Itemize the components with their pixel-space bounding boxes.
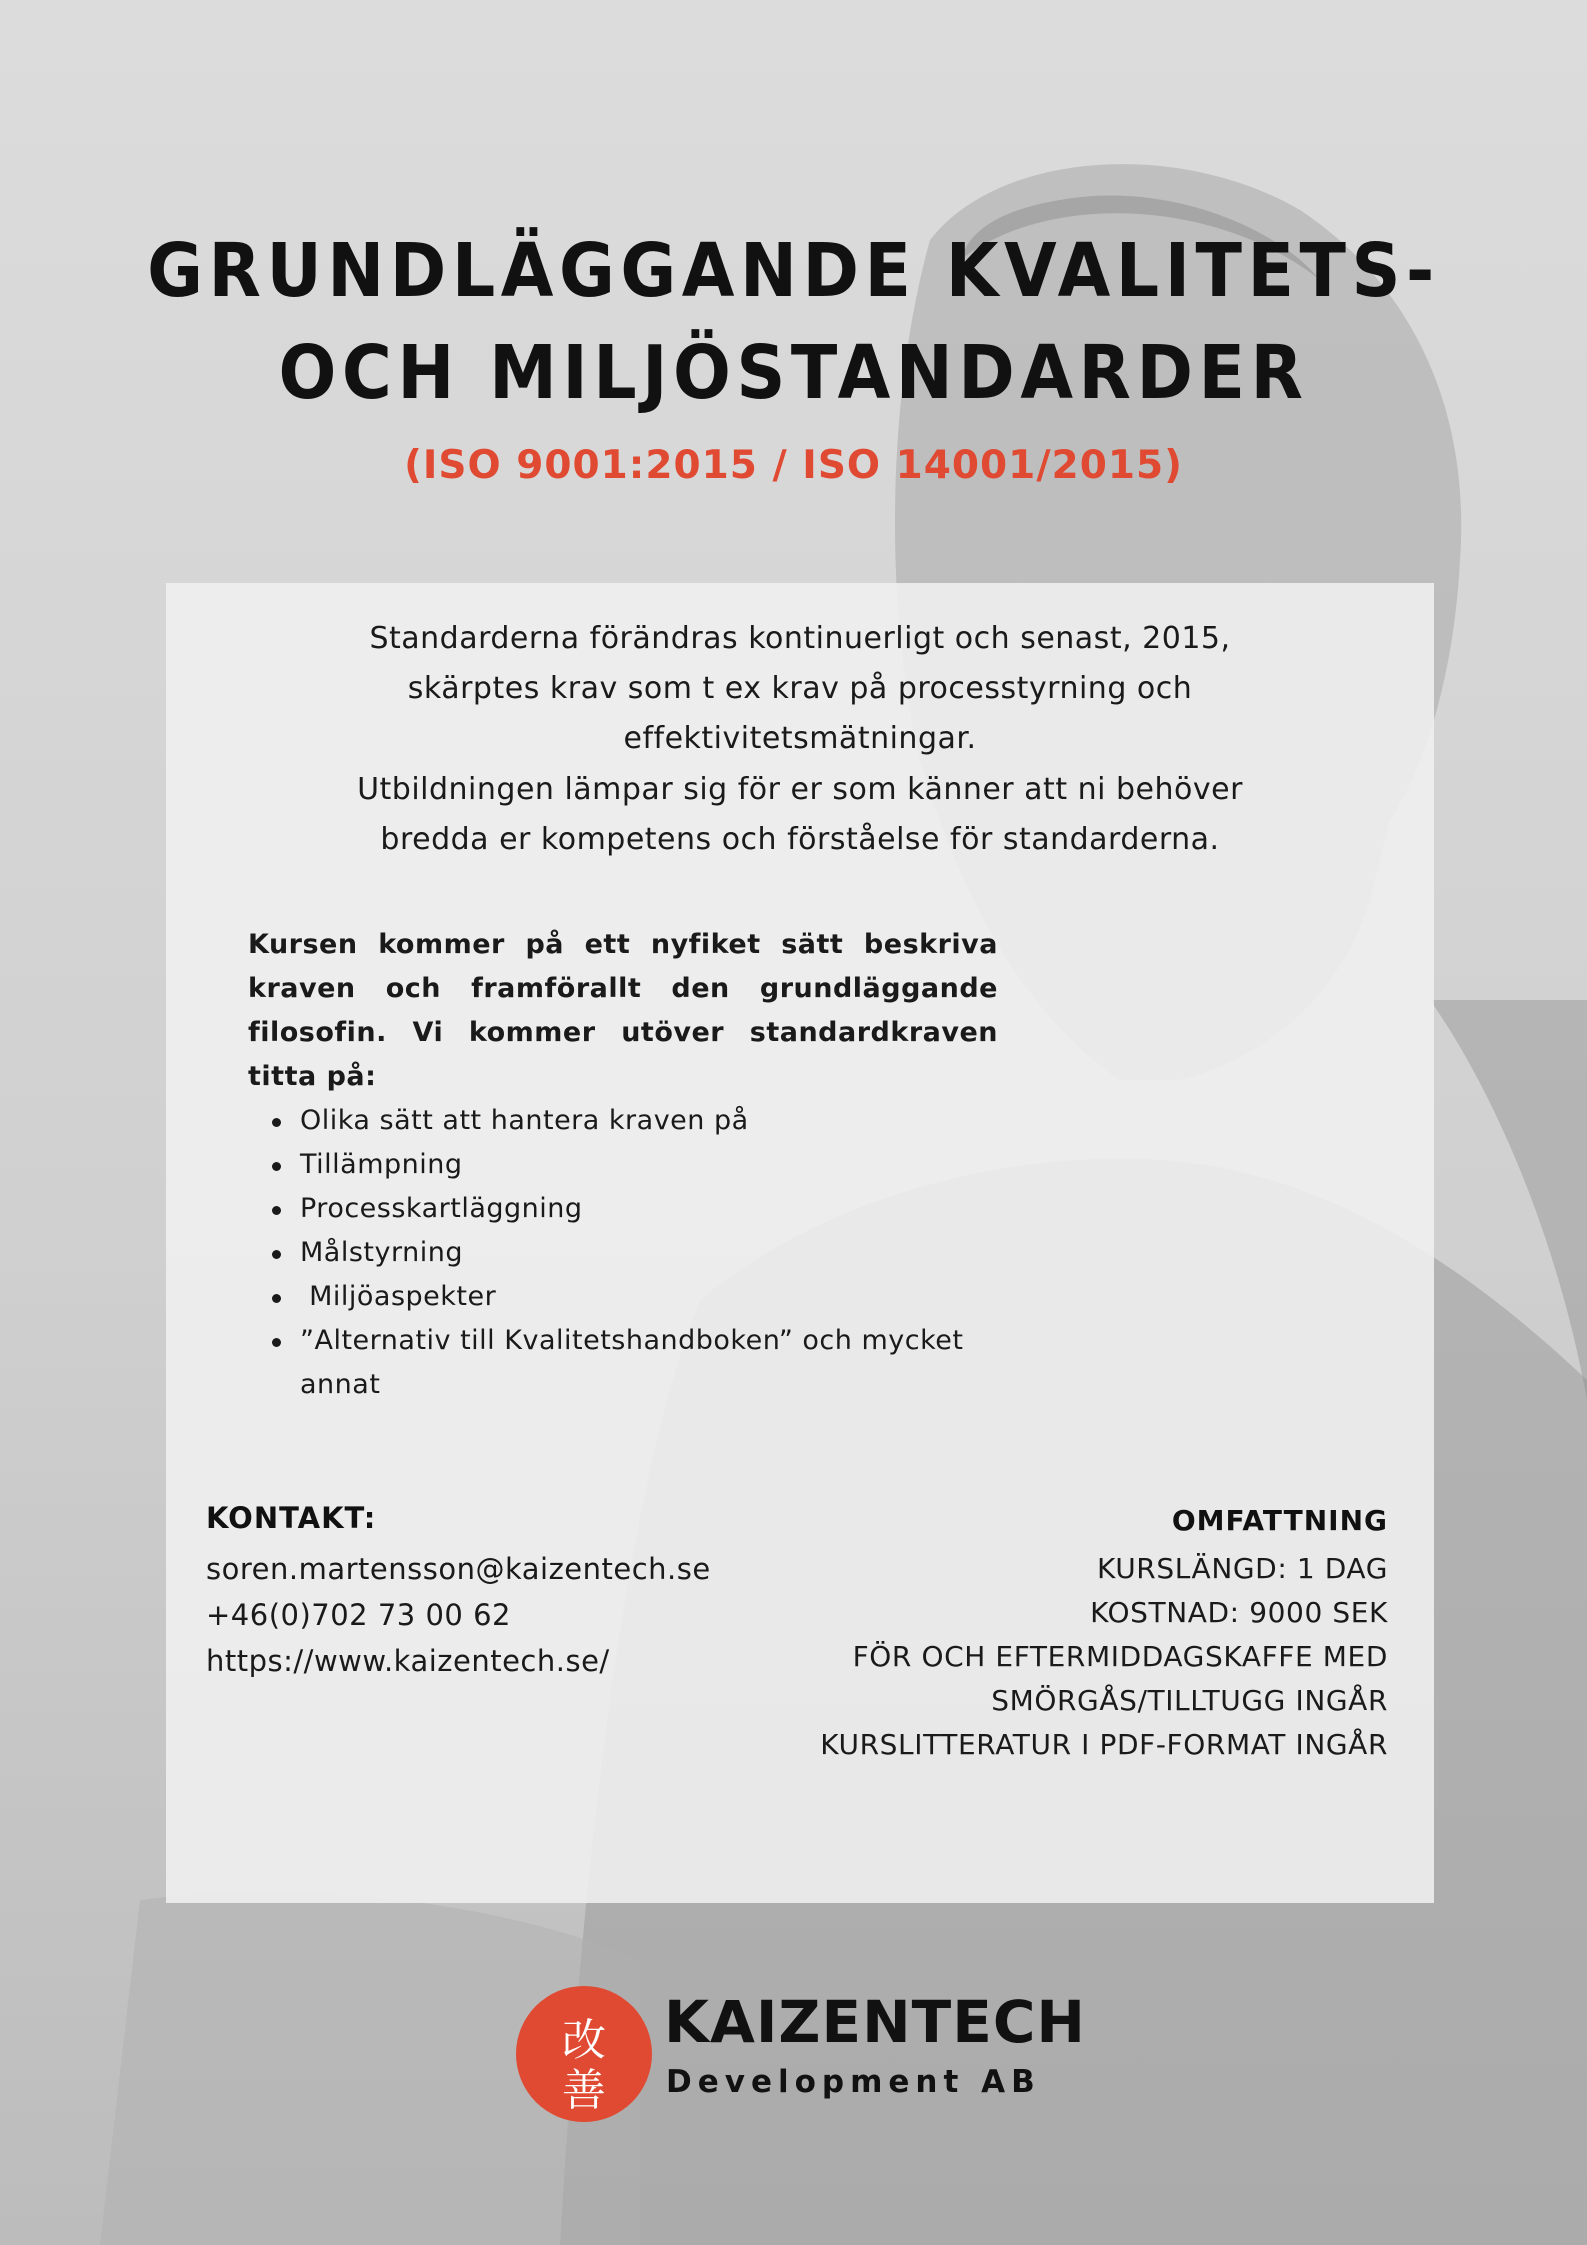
- bullet-icon: [272, 1294, 281, 1303]
- contact-heading: KONTAKT:: [206, 1501, 377, 1535]
- scope-heading: OMFATTNING: [1171, 1504, 1388, 1537]
- list-item-text: Olika sätt att hantera kraven på: [300, 1105, 749, 1136]
- intro-paragraph-2: Utbildningen lämpar sig för er som känner att ni behöver bredda er kompetens och förståelse för standarderna.: [357, 772, 1243, 857]
- course-topic-list: [248, 1099, 998, 1407]
- scope-section: [748, 1499, 1388, 1767]
- list-item: [248, 1319, 998, 1407]
- contact-phone: +46(0)702 73 00 62: [206, 1598, 511, 1632]
- logo-glyph-1: 改: [562, 2015, 606, 2066]
- list-item-text: Målstyrning: [300, 1237, 463, 1268]
- title-line-2: OCH MILJÖSTANDARDER: [278, 330, 1309, 416]
- course-description: [248, 923, 998, 1407]
- contact-email-link[interactable]: soren.martensson@kaizentech.se: [206, 1552, 711, 1586]
- list-item-text: Processkartläggning: [300, 1193, 583, 1224]
- list-item: [248, 1231, 998, 1275]
- scope-line: KOSTNAD: 9000 SEK: [1090, 1596, 1388, 1629]
- content-panel: [166, 583, 1434, 1903]
- kaizen-seal-icon: [516, 1986, 652, 2122]
- company-logo: [516, 1986, 1086, 2126]
- course-lead: Kursen kommer på ett nyfiket sätt beskriva kraven och framförallt den grundläggande filosofin. Vi kommer utöver standardkraven titta på:: [248, 929, 998, 1092]
- bullet-icon: [272, 1118, 281, 1127]
- contact-website-link[interactable]: https://www.kaizentech.se/: [206, 1644, 610, 1678]
- list-item-text: Tillämpning: [300, 1149, 463, 1180]
- subtitle: (ISO 9001:2015 / ISO 14001/2015): [404, 443, 1183, 488]
- list-item: [248, 1187, 998, 1231]
- list-item: [248, 1275, 998, 1319]
- list-item-text: ”Alternativ till Kvalitetshandboken” och mycket annat: [300, 1325, 964, 1400]
- bullet-icon: [272, 1250, 281, 1259]
- logo-name: KAIZENTECH: [664, 1988, 1086, 2056]
- scope-line: KURSLITTERATUR I PDF-FORMAT INGÅR: [820, 1728, 1388, 1761]
- intro-paragraph-1: Standarderna förändras kontinuerligt och senast, 2015, skärptes krav som t ex krav på processtyrning och effektivitetsmätningar.: [369, 621, 1231, 756]
- bullet-icon: [272, 1206, 281, 1215]
- list-item-text: Miljöaspekter: [300, 1281, 497, 1312]
- bullet-icon: [272, 1338, 281, 1347]
- logo-subname: Development AB: [666, 2064, 1041, 2100]
- contact-section: [206, 1496, 766, 1684]
- scope-line: KURSLÄNGD: 1 DAG: [1096, 1552, 1388, 1585]
- title-line-1: GRUNDLÄGGANDE KVALITETS-: [147, 228, 1440, 314]
- list-item: [248, 1099, 998, 1143]
- logo-glyph-2: 善: [562, 2065, 606, 2116]
- bullet-icon: [272, 1162, 281, 1171]
- scope-line: SMÖRGÅS/TILLTUGG INGÅR: [991, 1684, 1388, 1717]
- list-item: [248, 1143, 998, 1187]
- scope-line: FÖR OCH EFTERMIDDAGSKAFFE MED: [852, 1640, 1388, 1673]
